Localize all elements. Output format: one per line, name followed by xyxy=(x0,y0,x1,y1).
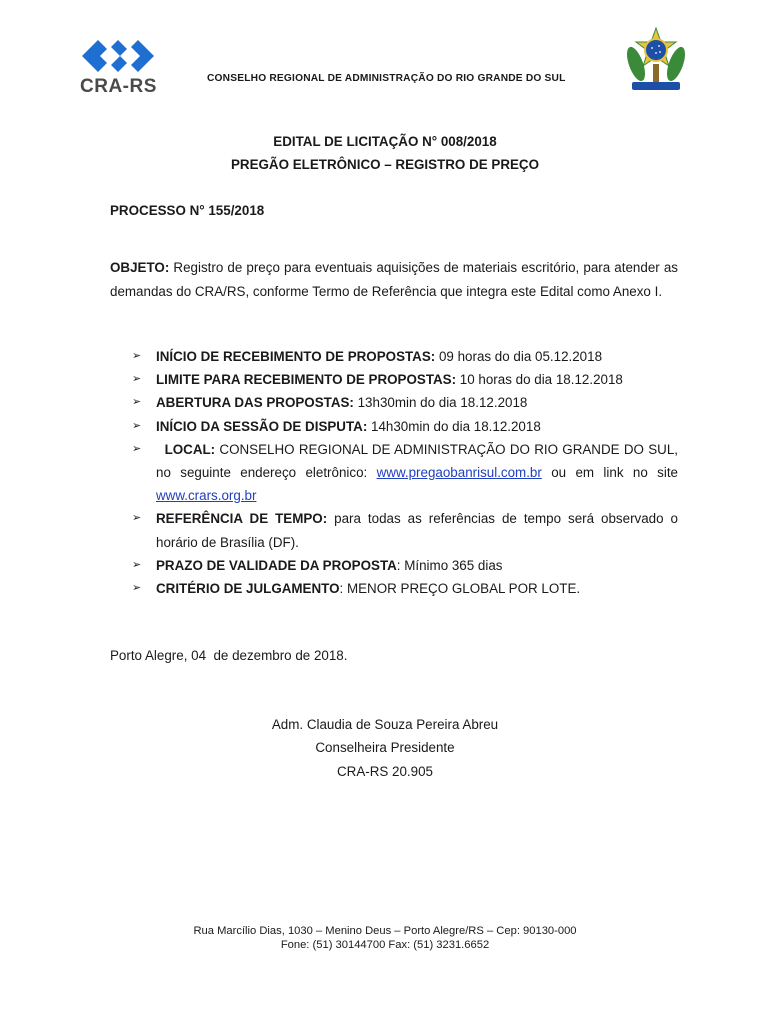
logo-text: CRA-RS xyxy=(80,76,157,97)
item-text: ou em link no site xyxy=(541,465,678,481)
item-label: LIMITE PARA RECEBIMENTO DE PROPOSTAS: xyxy=(156,372,457,388)
item-text: 10 horas do dia 18.12.2018 xyxy=(456,372,623,388)
footer-address: Rua Marcílio Dias, 1030 – Menino Deus – Porto Alegre/RS – Cep: 90130-000 xyxy=(193,925,577,937)
item-label: REFERÊNCIA DE TEMPO: xyxy=(156,511,328,527)
item-label: CRITÉRIO DE JULGAMENTO xyxy=(156,581,340,597)
footer-phones: Fone: (51) 30144700 Fax: (51) 3231.6652 xyxy=(280,939,490,951)
objeto-paragraph xyxy=(110,256,678,303)
list-item xyxy=(110,345,678,368)
item-label: PRAZO DE VALIDADE DA PROPOSTA xyxy=(156,557,397,573)
signatory-role: Conselheira Presidente xyxy=(315,740,455,755)
details-list xyxy=(110,345,678,600)
item-text: CONSELHO REGIONAL DE ADMINISTRAÇÃO DO RIO GRANDE DO SUL, no seguinte endereço eletrônico: xyxy=(156,441,678,481)
arrow-bullet-icon: ➢ xyxy=(132,419,142,432)
processo-number: PROCESSO N° 155/2018 xyxy=(110,203,265,218)
arrow-bullet-icon: ➢ xyxy=(132,373,142,386)
pregao-subtitle: PREGÃO ELETRÔNICO – REGISTRO DE PREÇO xyxy=(230,157,540,172)
signatory-registration: CRA-RS 20.905 xyxy=(336,764,433,779)
cra-rs-logo-mark-icon xyxy=(80,36,160,76)
arrow-bullet-icon: ➢ xyxy=(132,350,142,362)
item-text: 14h30min do dia 18.12.2018 xyxy=(367,418,541,434)
objeto-label: OBJETO: xyxy=(110,260,170,275)
organization-title: CONSELHO REGIONAL DE ADMINISTRAÇÃO DO RIO GRANDE DO SUL xyxy=(207,73,566,84)
pregaobanrisul-link[interactable]: www.pregaobanrisul.com.br xyxy=(376,465,542,481)
arrow-bullet-icon: ➢ xyxy=(132,558,142,571)
item-label: INÍCIO DA SESSÃO DE DISPUTA: xyxy=(156,418,368,434)
arrow-bullet-icon: ➢ xyxy=(132,396,142,409)
list-item xyxy=(110,577,678,600)
item-text: para todas as referências de tempo será observado o horário de Brasília (DF). xyxy=(156,511,678,550)
item-label: INÍCIO DE RECEBIMENTO DE PROPOSTAS: xyxy=(156,349,436,364)
list-item xyxy=(110,415,678,438)
list-item xyxy=(110,368,678,391)
arrow-bullet-icon: ➢ xyxy=(132,442,142,455)
objeto-text: Registro de preço para eventuais aquisições de materiais escritório, para atender as demandas do CRA/RS, conforme Termo de Referência que integra este Edital como Anexo I. xyxy=(110,260,678,299)
item-text: 09 horas do dia 05.12.2018 xyxy=(435,349,603,364)
list-item xyxy=(110,438,678,508)
item-text: : MENOR PREÇO GLOBAL POR LOTE. xyxy=(339,581,581,597)
coat-of-arms-brazil-icon xyxy=(626,24,686,100)
item-label: ABERTURA DAS PROPOSTAS: xyxy=(156,395,354,411)
list-item xyxy=(110,391,678,414)
list-item xyxy=(110,554,678,577)
item-text: : Mínimo 365 dias xyxy=(396,557,503,573)
list-item xyxy=(110,507,678,553)
signatory-name: Adm. Claudia de Souza Pereira Abreu xyxy=(271,717,499,732)
edital-title: EDITAL DE LICITAÇÃO N° 008/2018 xyxy=(273,134,497,149)
item-text: 13h30min do dia 18.12.2018 xyxy=(353,395,528,411)
crars-site-link[interactable]: www.crars.org.br xyxy=(156,488,257,504)
item-label: LOCAL: xyxy=(164,441,216,457)
date-line: Porto Alegre, 04 de dezembro de 2018. xyxy=(110,648,348,663)
arrow-bullet-icon: ➢ xyxy=(132,582,142,595)
arrow-bullet-icon: ➢ xyxy=(132,512,142,525)
